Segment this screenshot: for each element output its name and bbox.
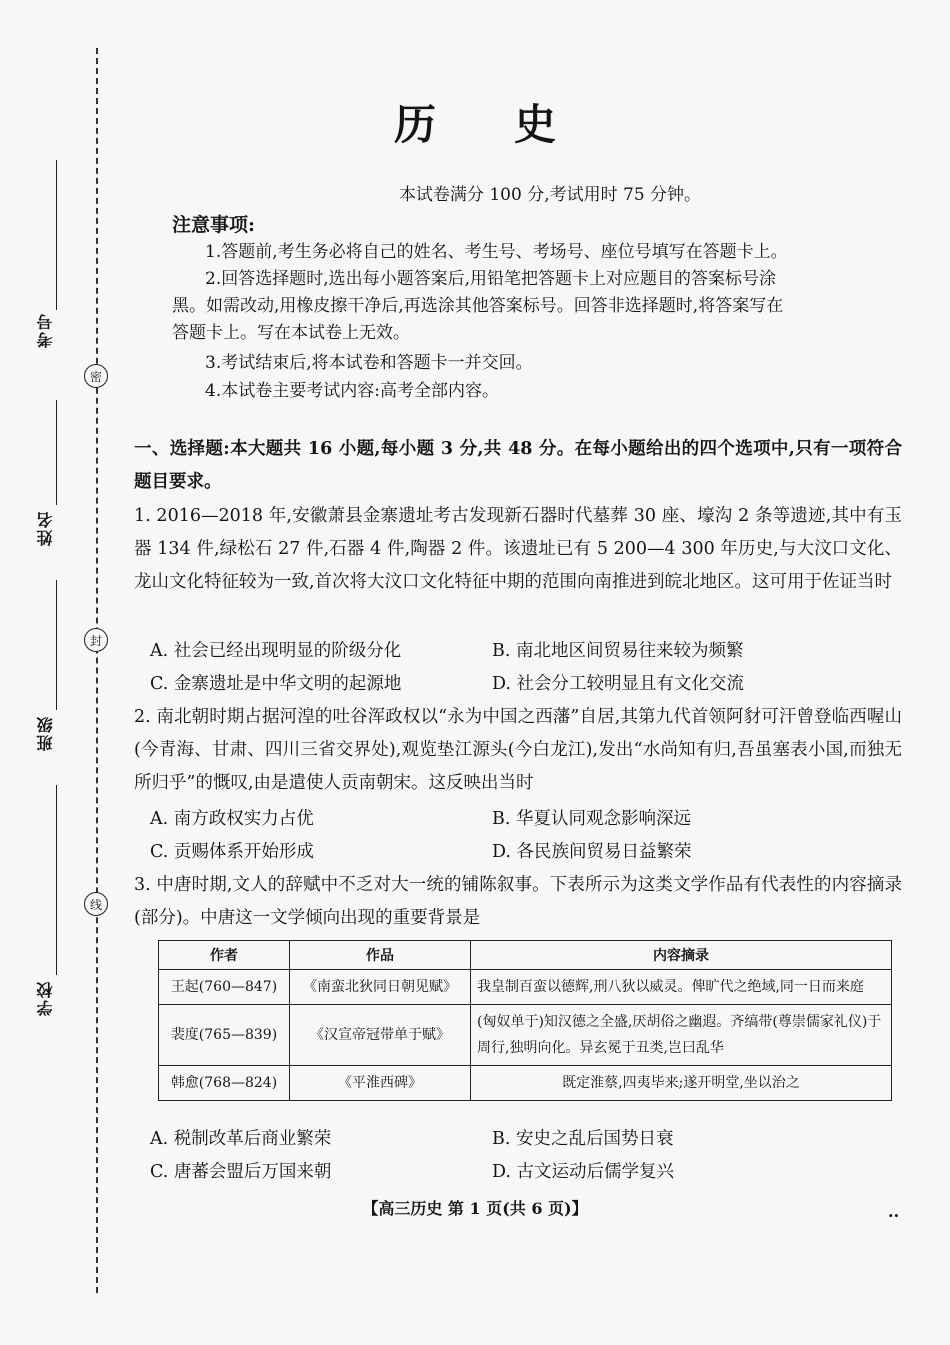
section-title: 一、选择题:本大题共 16 小题,每小题 3 分,共 48 分。在每小题给出的四个选项中,只有一项符合题目要求。 (134, 439, 902, 492)
table-cell-excerpt: 既定淮蔡,四夷毕来;遂开明堂,坐以治之 (471, 1066, 892, 1101)
table-row (159, 970, 892, 1005)
question-2-option-c[interactable]: C. 贡赐体系开始形成 (150, 842, 314, 862)
table-cell-author: 韩愈(768—824) (159, 1066, 290, 1101)
table-cell-work: 《汉宣帝冠带单于赋》 (290, 1005, 471, 1066)
table-header-row (159, 941, 892, 970)
question-2-option-d[interactable]: D. 各民族间贸易日益繁荣 (492, 842, 692, 862)
table-cell-author: 王起(760—847) (159, 970, 290, 1005)
table-header: 作品 (290, 941, 471, 970)
question-1-option-b[interactable]: B. 南北地区间贸易往来较为频繁 (492, 641, 744, 661)
table-row (159, 1005, 892, 1066)
page-title: 历史 (393, 100, 634, 149)
question-1-option-d[interactable]: D. 社会分工较明显且有文化交流 (492, 674, 745, 694)
table-row (159, 1066, 892, 1101)
school-label: 学校 (36, 980, 55, 1016)
question-1-stem: 1. 2016—2018 年,安徽萧县金寨遗址考古发现新石器时代墓葬 30 座、壕沟 2 条等遗迹,其中有玉器 134 件,绿松石 27 件,石器 4 件,陶器 2 件。该遗址已有 5 200—4 300 年历史,与大汶口文化、龙山文化特征较为一致,首次将大汶口文化特征中期的范围向南推进到皖北地区。这可用于佐证当时 (134, 506, 902, 592)
table-cell-work: 《平淮西碑》 (290, 1066, 471, 1101)
question-3-option-c[interactable]: C. 唐蕃会盟后万国来朝 (150, 1162, 332, 1182)
question-3-option-a[interactable]: A. 税制改革后商业繁荣 (150, 1129, 332, 1149)
seal-mark: 密 (84, 364, 108, 388)
question-3-option-d[interactable]: D. 古文运动后儒学复兴 (492, 1162, 675, 1182)
table-header: 作者 (159, 941, 290, 970)
question-2-stem: 2. 南北朝时期占据河湟的吐谷浑政权以“永为中国之西藩”自居,其第九代首领阿豺可汗曾登临西喔山(今青海、甘肃、四川三省交界处),观览垫江源头(今白龙江),发出“水尚知有归,吾虽塞表小国,而独无所归乎”的慨叹,由是遣使人贡南朝宋。这反映出当时 (134, 707, 902, 793)
table-cell-excerpt: 我皇制百蛮以德辉,刑八狄以威灵。俾旷代之绝域,同一日而来庭 (471, 970, 892, 1005)
seal-mark: 线 (84, 892, 108, 916)
name-label: 姓名 (36, 510, 55, 546)
question-2-option-a[interactable]: A. 南方政权实力占优 (150, 809, 314, 829)
note-item: 3.考试结束后,将本试卷和答题卡一并交回。 (205, 353, 533, 373)
exam-info: 本试卷满分 100 分,考试用时 75 分钟。 (398, 185, 702, 205)
class-label: 班级 (36, 715, 55, 751)
table-cell-work: 《南蛮北狄同日朝见赋》 (290, 970, 471, 1005)
note-item: 4.本试卷主要考试内容:高考全部内容。 (205, 381, 499, 401)
note-item: 2.回答选择题时,选出每小题答案后,用铅笔把答题卡上对应题目的答案标号涂 (205, 269, 777, 289)
seal-mark: 封 (84, 628, 108, 652)
page-footer: 【高三历史 第 1 页(共 6 页)】 (362, 1199, 588, 1218)
excerpt-table (158, 940, 892, 1101)
table-cell-excerpt: (匈奴单于)知汉德之全盛,厌胡俗之幽遐。齐缟带(尊崇儒家礼仪)于周行,独明向化。异玄冕于丑类,岂曰乱华 (471, 1005, 892, 1066)
question-3-option-b[interactable]: B. 安史之乱后国势日衰 (492, 1129, 674, 1149)
name-field[interactable] (34, 400, 64, 560)
school-field[interactable] (34, 785, 64, 1025)
question-2-option-b[interactable]: B. 华夏认同观念影响深远 (492, 809, 691, 829)
note-item: 1.答题前,考生务必将自己的姓名、考生号、考场号、座位号填写在答题卡上。 (205, 242, 788, 262)
note-item: 黑。如需改动,用橡皮擦干净后,再选涂其他答案标号。回答非选择题时,将答案写在 (172, 296, 784, 316)
question-1-option-a[interactable]: A. 社会已经出现明显的阶级分化 (150, 641, 402, 661)
question-3-stem: 3. 中唐时期,文人的辞赋中不乏对大一统的铺陈叙事。下表所示为这类文学作品有代表性的内容摘录(部分)。中唐这一文学倾向出现的重要背景是 (134, 875, 902, 928)
table-cell-author: 裴度(765—839) (159, 1005, 290, 1066)
question-1-option-c[interactable]: C. 金寨遗址是中华文明的起源地 (150, 674, 402, 694)
note-item: 答题卡上。写在本试卷上无效。 (172, 323, 410, 343)
binding-dashed-line (96, 48, 98, 1293)
footer-mark: .. (888, 1202, 900, 1221)
class-field[interactable] (34, 580, 64, 760)
notes-heading: 注意事项: (172, 214, 256, 236)
table-header: 内容摘录 (471, 941, 892, 970)
exam-number-field[interactable] (34, 160, 64, 370)
exam-number-label: 考号 (36, 312, 55, 348)
